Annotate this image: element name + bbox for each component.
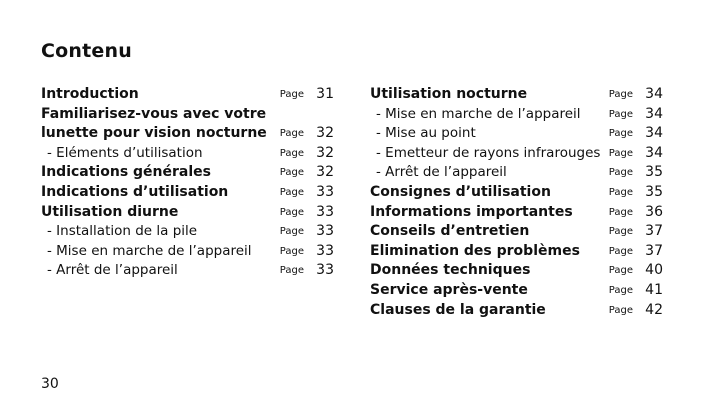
toc-entry-title: lunette pour vision nocturne [41, 125, 267, 142]
toc-entry-title: Service après-vente [370, 281, 528, 298]
toc-page-number: 33 [316, 183, 334, 200]
toc-entry[interactable] [370, 222, 663, 242]
toc-entry[interactable] [370, 144, 663, 164]
toc-page-word: Page [608, 89, 633, 100]
toc-entry[interactable] [370, 124, 663, 144]
toc-page-number: 32 [316, 164, 334, 181]
toc-entry[interactable] [370, 203, 663, 223]
toc-page-word: Page [608, 245, 633, 257]
toc-page-number: 33 [316, 242, 334, 259]
toc-entry-title: Introduction [41, 86, 139, 102]
toc-right-column [370, 85, 663, 320]
toc-page-number: 37 [645, 223, 663, 240]
toc-entry-title: - Eléments d’utilisation [47, 144, 203, 161]
toc-page-word: Page [279, 226, 304, 238]
toc-page-word: Page [608, 186, 633, 198]
toc-page-number: 33 [316, 223, 334, 240]
toc-page-word: Page [608, 265, 633, 277]
toc-entry-title: Indications d’utilisation [41, 183, 229, 200]
toc-page-number: 35 [645, 164, 663, 181]
toc-entry-title: - Mise en marche de l’appareil [376, 105, 581, 122]
toc-entry[interactable] [370, 183, 663, 203]
toc-page-number: 32 [316, 125, 334, 142]
toc-page-word: Page [608, 128, 633, 140]
toc-page-number: 32 [316, 144, 334, 161]
toc-page-word: Page [608, 147, 633, 159]
toc-page-word: Page [608, 226, 633, 238]
toc-page-word: Page [279, 265, 304, 277]
toc-page-number: 37 [645, 242, 663, 259]
toc-page-number: 34 [645, 86, 663, 102]
toc-left-column [41, 85, 334, 281]
toc-page-word: Page [279, 128, 304, 140]
toc-entry[interactable] [370, 85, 663, 105]
toc-page-word: Page [279, 206, 304, 218]
toc-entry-title: Conseils d’entretien [370, 223, 530, 240]
toc-page-number: 40 [645, 262, 663, 279]
toc-entry-title: Utilisation diurne [41, 203, 179, 220]
toc-entry[interactable] [370, 242, 663, 262]
toc-entry[interactable] [370, 105, 663, 125]
toc-page-number: 31 [316, 86, 334, 102]
toc-entry[interactable] [41, 163, 334, 183]
toc-entry-title: Utilisation nocturne [370, 86, 528, 102]
toc-page-word: Page [279, 186, 304, 198]
toc-page-word: Page [608, 167, 633, 179]
toc-entry-title: Clauses de la garantie [370, 301, 546, 318]
toc-page-word: Page [279, 167, 304, 179]
toc-entry-title: Elimination des problèmes [370, 242, 580, 259]
toc-entry-title: Consignes d’utilisation [370, 183, 551, 200]
toc-entry-title: - Arrêt de l’appareil [376, 164, 507, 181]
toc-page-number: 36 [645, 203, 663, 220]
toc-entry[interactable] [370, 163, 663, 183]
toc-page-word: Page [608, 108, 633, 120]
toc-page-word: Page [608, 206, 633, 218]
toc-page-number: 42 [645, 301, 663, 318]
toc-page-word: Page [279, 147, 304, 159]
toc-page-number: 34 [645, 144, 663, 161]
toc-page-word: Page [608, 284, 633, 296]
toc-entry[interactable] [41, 261, 334, 281]
toc-entry[interactable] [370, 261, 663, 281]
toc-entry-title: Données techniques [370, 262, 531, 279]
toc-entry[interactable] [41, 183, 334, 203]
toc-entry[interactable] [41, 144, 334, 164]
toc-entry[interactable] [370, 301, 663, 321]
toc-entry[interactable] [41, 105, 334, 125]
toc-entry[interactable] [370, 281, 663, 301]
toc-page-word: Page [608, 304, 633, 316]
footer-page-number: 30 [41, 376, 59, 392]
toc-entry-title: - Arrêt de l’appareil [47, 262, 178, 279]
toc-entry-title: - Mise au point [376, 125, 476, 142]
page-title: Contenu [41, 40, 132, 62]
toc-entry[interactable] [41, 203, 334, 223]
toc-entry[interactable] [41, 222, 334, 242]
toc-entry-title: Familiarisez-vous avec votre [41, 105, 267, 122]
toc-entry-title: - Mise en marche de l’appareil [47, 242, 252, 259]
toc-entry-title: - Installation de la pile [47, 223, 198, 240]
toc-page-number: 33 [316, 262, 334, 279]
toc-entry-title: Informations importantes [370, 203, 573, 220]
toc-page-number: 34 [645, 125, 663, 142]
toc-page-word: Page [279, 245, 304, 257]
toc-entry-title: - Emetteur de rayons infrarouges [376, 144, 601, 161]
toc-page-number: 41 [645, 281, 663, 298]
toc-page-number: 35 [645, 183, 663, 200]
toc-page-number: 34 [645, 105, 663, 122]
toc-page-word: Page [279, 89, 304, 100]
toc-entry-title: Indications générales [41, 164, 211, 181]
toc-page-number: 33 [316, 203, 334, 220]
toc-entry[interactable] [41, 85, 334, 105]
toc-entry[interactable] [41, 124, 334, 144]
toc-entry[interactable] [41, 242, 334, 262]
